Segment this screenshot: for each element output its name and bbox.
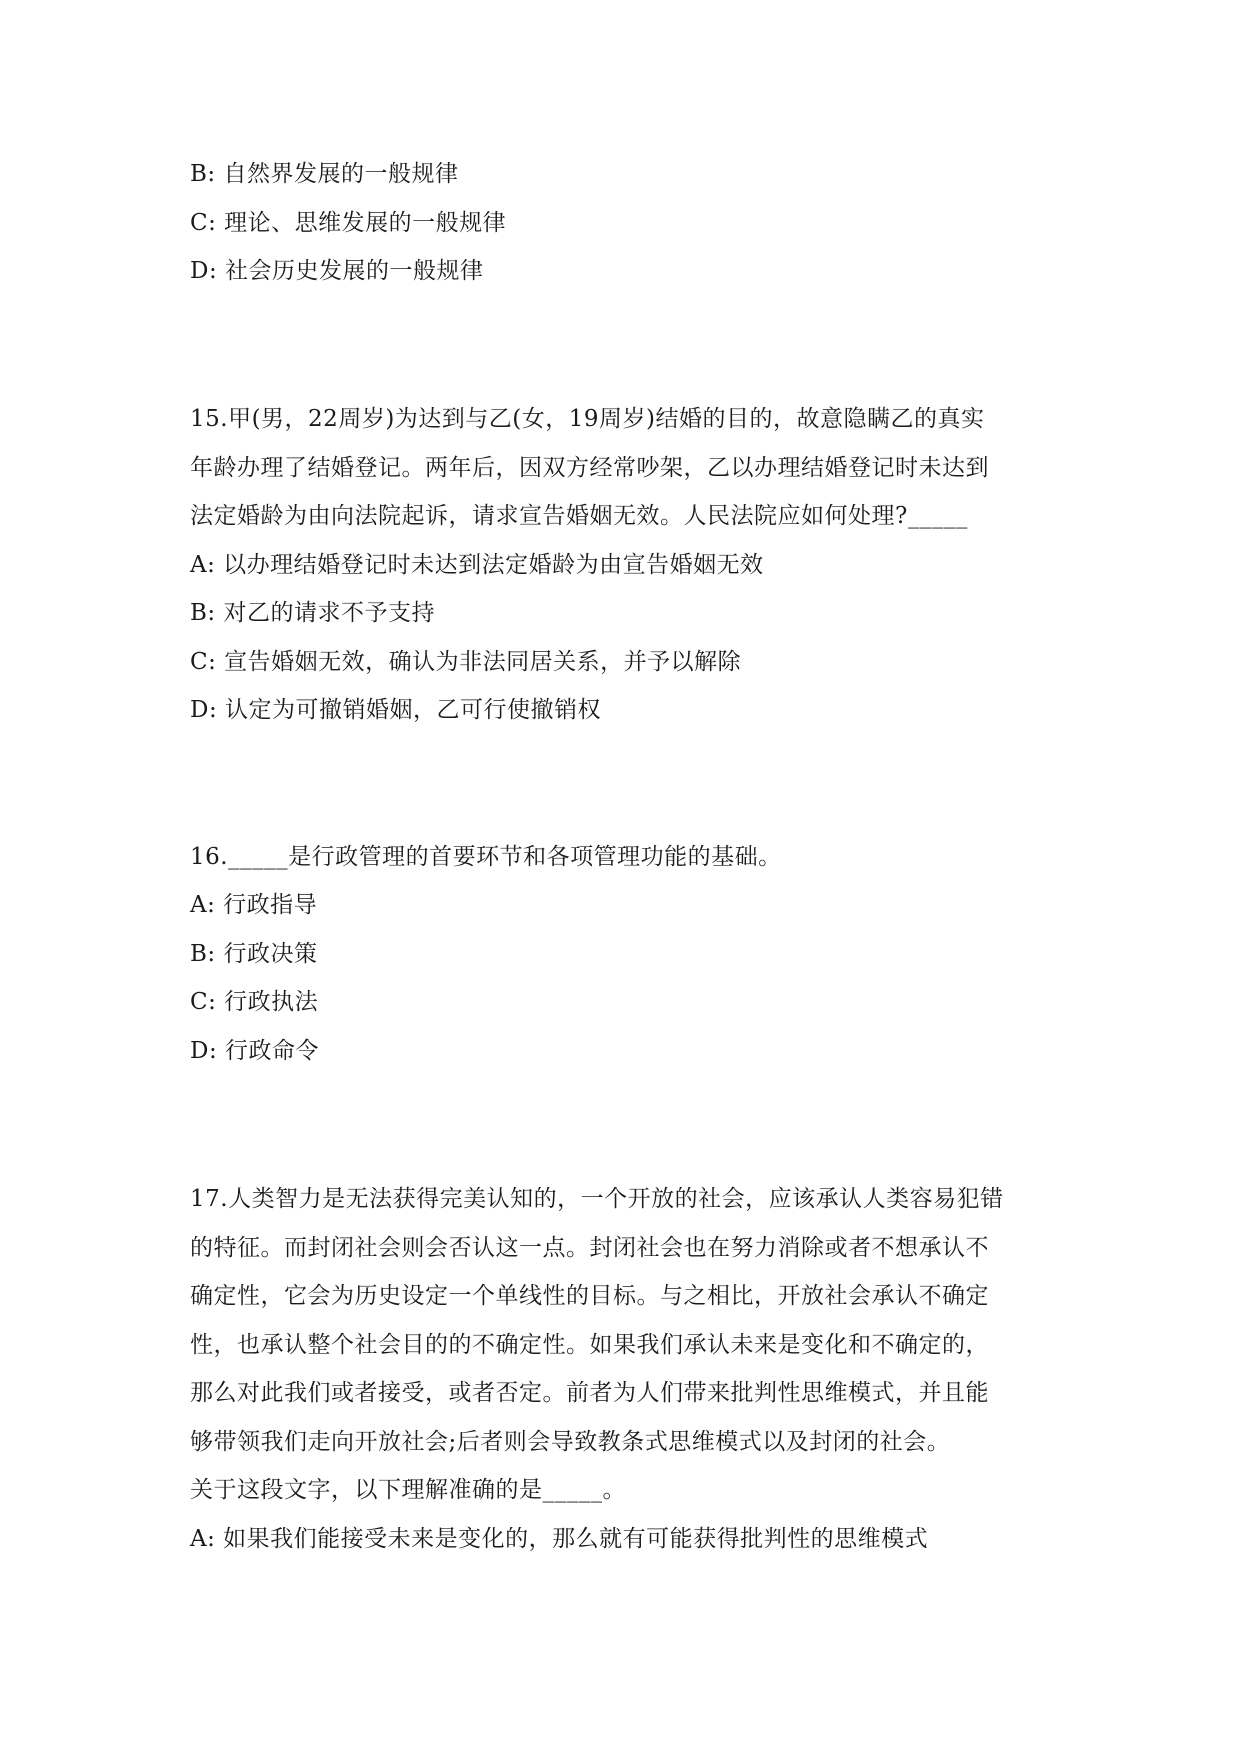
q17-option-a: A: 如果我们能接受未来是变化的，那么就有可能获得批判性的思维模式 [190, 1526, 929, 1552]
q16-option-c: C: 行政执法 [190, 989, 319, 1015]
q16-stem: 16._____是行政管理的首要环节和各项管理功能的基础。 [190, 844, 782, 870]
q17-stem-line-6: 够带领我们走向开放社会;后者则会导致教条式思维模式以及封闭的社会。 [190, 1429, 951, 1455]
q16-option-d: D: 行政命令 [190, 1038, 320, 1064]
q17-stem-line-4: 性，也承认整个社会目的的不确定性。如果我们承认未来是变化和不确定的， [190, 1332, 989, 1358]
q15-stem-line-3: 法定婚龄为由向法院起诉，请求宣告婚姻无效。人民法院应如何处理?_____ [190, 503, 968, 529]
q17-stem-line-1: 17.人类智力是无法获得完美认知的，一个开放的社会，应该承认人类容易犯错 [190, 1186, 1004, 1212]
q14-option-c: C: 理论、思维发展的一般规律 [190, 210, 507, 236]
q15-option-a: A: 以办理结婚登记时未达到法定婚龄为由宣告婚姻无效 [190, 552, 764, 578]
q14-option-b: B: 自然界发展的一般规律 [190, 161, 459, 187]
q17-stem-line-5: 那么对此我们或者接受，或者否定。前者为人们带来批判性思维模式，并且能 [190, 1380, 989, 1406]
q17-stem-line-3: 确定性，它会为历史设定一个单线性的目标。与之相比，开放社会承认不确定 [190, 1283, 989, 1309]
q14-option-d: D: 社会历史发展的一般规律 [190, 258, 484, 284]
q15-stem-line-1: 15.甲(男，22周岁)为达到与乙(女，19周岁)结婚的目的，故意隐瞒乙的真实 [190, 406, 985, 432]
q17-stem-line-2: 的特征。而封闭社会则会否认这一点。封闭社会也在努力消除或者不想承认不 [190, 1235, 989, 1261]
q16-option-a: A: 行政指导 [190, 892, 318, 918]
q16-option-b: B: 行政决策 [190, 941, 318, 967]
q15-option-d: D: 认定为可撤销婚姻，乙可行使撤销权 [190, 697, 602, 723]
q15-option-c: C: 宣告婚姻无效，确认为非法同居关系，并予以解除 [190, 649, 742, 675]
q15-stem-line-2: 年龄办理了结婚登记。两年后，因双方经常吵架，乙以办理结婚登记时未达到 [190, 455, 989, 481]
q15-option-b: B: 对乙的请求不予支持 [190, 600, 435, 626]
q17-stem-line-7: 关于这段文字，以下理解准确的是_____。 [190, 1477, 626, 1503]
